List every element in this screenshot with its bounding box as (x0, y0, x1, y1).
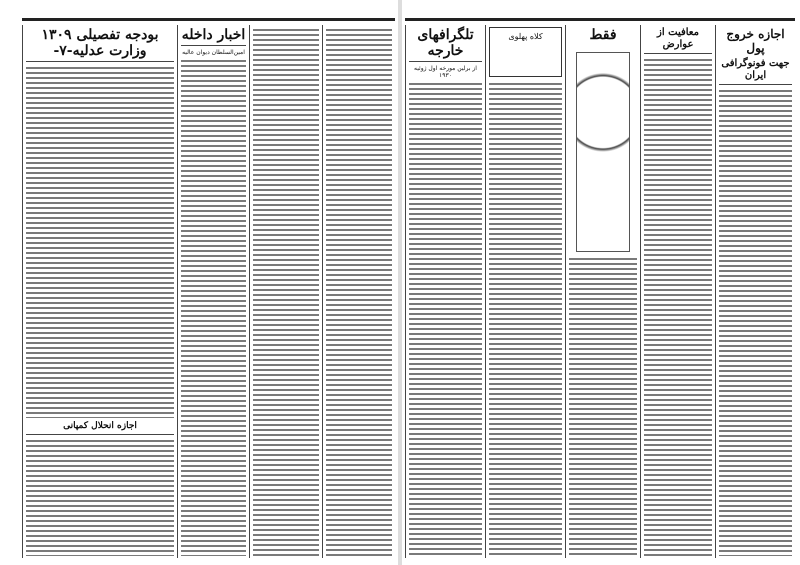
right-page (405, 18, 795, 558)
currency-text (719, 88, 792, 556)
domestic-news-sub: امین‌السلطان دیوان عالیه (182, 49, 245, 56)
article-column-2 (322, 25, 395, 558)
ad-illustration (576, 52, 630, 252)
notice-text (26, 438, 174, 556)
article-column-1 (249, 25, 322, 558)
domestic-news-text (181, 58, 246, 556)
domestic-news-column (177, 25, 249, 558)
ad-headline: فقط (569, 27, 637, 45)
article-text (569, 256, 637, 556)
currency-headline: اجازه خروج پول (719, 27, 792, 57)
article-text (326, 27, 392, 556)
foreign-telegrams-headline: تلگرافهای خارجه (409, 27, 482, 62)
foreign-telegrams-column (405, 25, 485, 558)
exemption-headline: معافیت از عوارض (644, 27, 712, 54)
exemption-text (644, 57, 712, 556)
page-fold (398, 0, 402, 565)
ad-box: کلاه پهلوی (489, 27, 562, 77)
notice-headline: اجازه انحلال کمپانی (26, 421, 174, 435)
ad-column (565, 25, 640, 558)
telegrams-text (409, 81, 482, 556)
domestic-news-headline: اخبار داخله (181, 27, 246, 46)
budget-headline: بودجه تفصیلی ۱۳۰۹ وزارت عدلیه-۷- (26, 27, 174, 62)
article-text (253, 27, 319, 556)
currency-sub: جهت فونوگرافی ایران (719, 58, 792, 85)
ad-box-column (485, 25, 565, 558)
budget-table (26, 65, 174, 418)
foreign-telegrams-sub: از برلین مورخه اول ژوئیه ۱۹۳۰ (409, 65, 482, 79)
left-page (22, 18, 395, 558)
budget-column (22, 25, 177, 558)
exemption-column (640, 25, 715, 558)
currency-column (715, 25, 795, 558)
article-text (489, 81, 562, 556)
